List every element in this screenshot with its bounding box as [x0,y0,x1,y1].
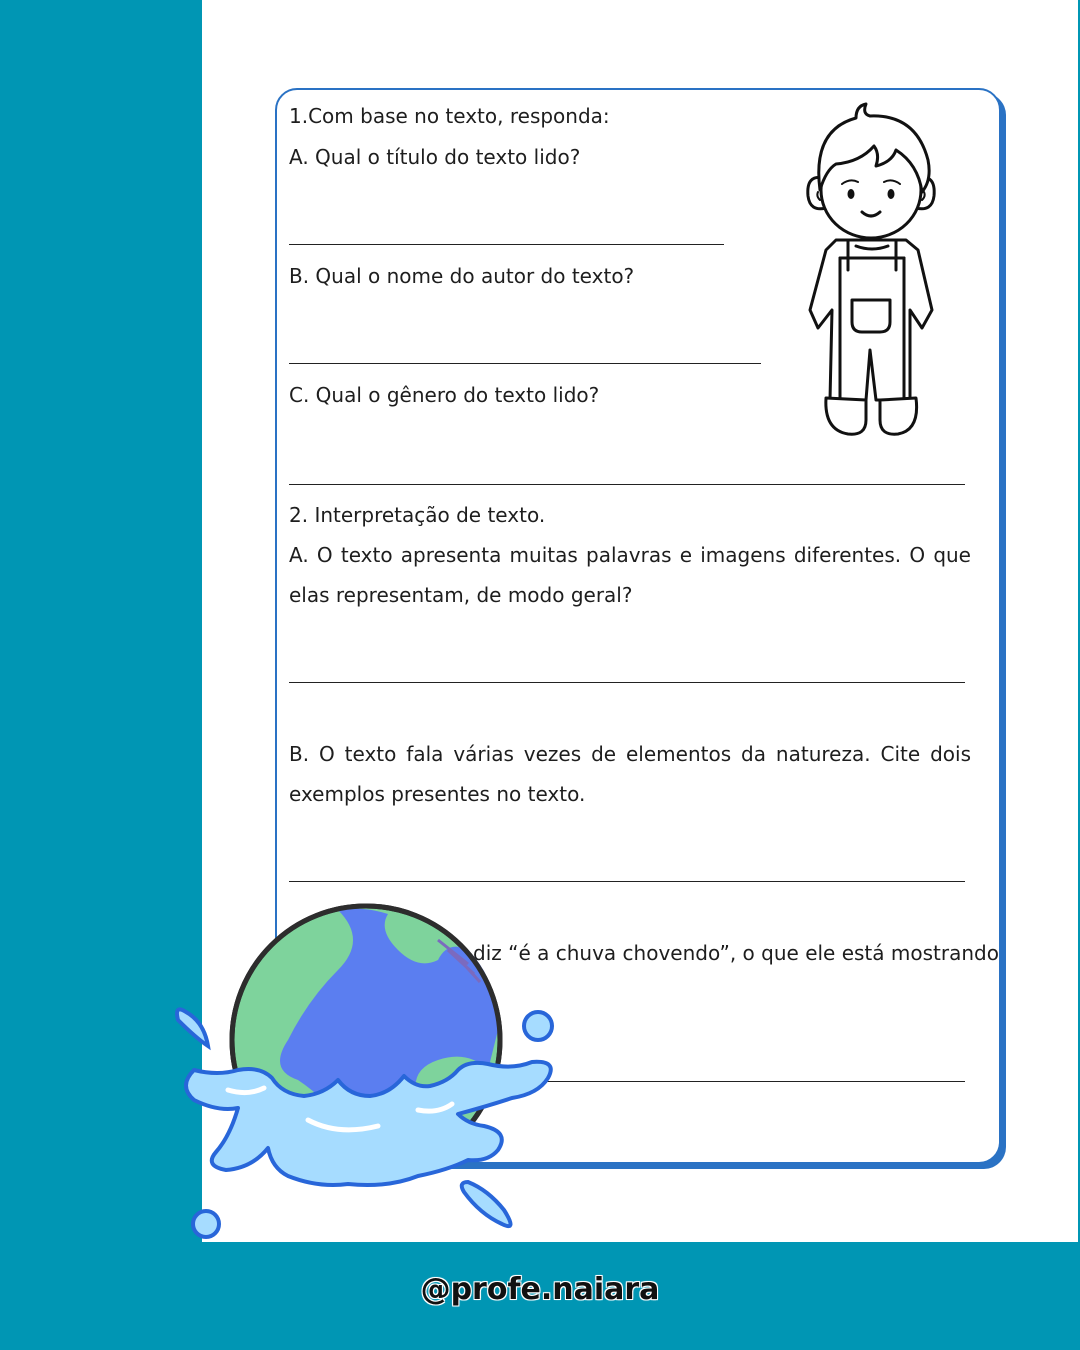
question-1b: B. Qual o nome do autor do texto? [289,264,635,288]
boy-illustration [796,100,946,442]
question-1a: A. Qual o título do texto lido? [289,145,581,169]
answer-line-1a[interactable] [289,244,724,245]
question-2c-partial: diz “é a chuva chovendo”, o que ele está mostrando [473,941,999,965]
question-1c: C. Qual o gênero do texto lido? [289,383,600,407]
answer-line-1c[interactable] [289,484,965,485]
globe-water-splash-illustration [168,900,568,1240]
question-2-heading: 2. Interpretação de texto. [289,503,546,527]
question-1-heading: 1.Com base no texto, responda: [289,104,610,128]
question-2b: B. O texto fala várias vezes de elementos da natureza. Cite dois exemplos presentes no texto. [289,742,971,806]
answer-line-2a[interactable] [289,682,965,683]
answer-line-1b[interactable] [289,363,761,364]
author-handle: @profe.naiara [420,1272,660,1307]
answer-line-2b[interactable] [289,881,965,882]
question-2a: A. O texto apresenta muitas palavras e imagens diferentes. O que elas representam, de modo geral? [289,543,971,607]
answer-line-2c[interactable] [540,1081,965,1082]
